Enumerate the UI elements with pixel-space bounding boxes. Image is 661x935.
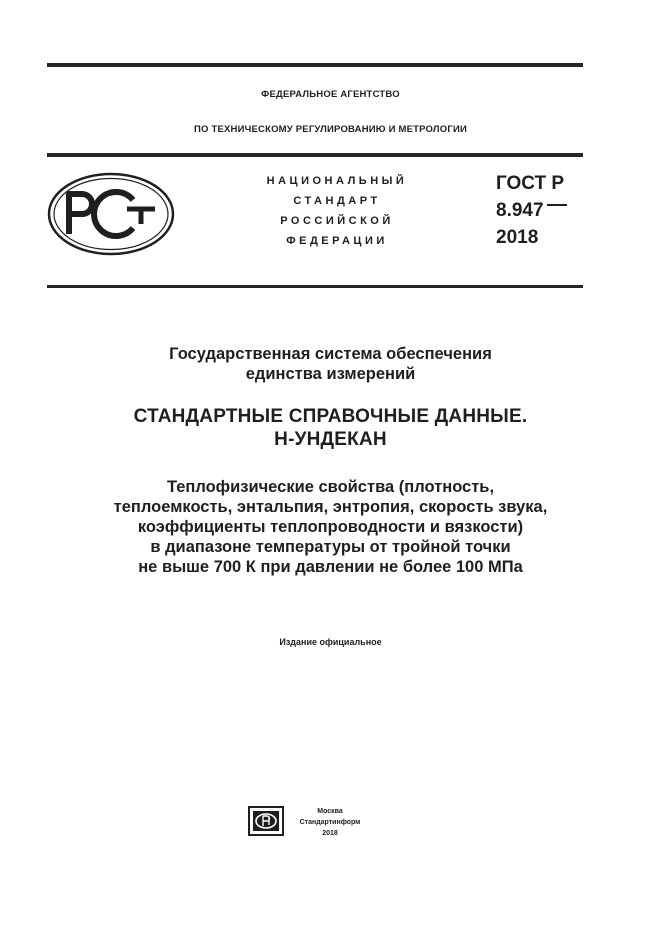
imprint	[290, 806, 370, 839]
imprint-publisher: Стандартинформ	[299, 819, 361, 826]
system-title-line: Государственная система обеспечения	[169, 345, 492, 363]
gost-number	[496, 170, 567, 251]
national-standard-line: СТАНДАРТ	[293, 195, 381, 207]
national-standard-block	[232, 171, 442, 251]
subtitle-line: теплоемкость, энтальпия, энтропия, скорость звука,	[113, 498, 548, 516]
main-title-line: Н-УНДЕКАН	[274, 429, 387, 450]
gost-dash	[547, 204, 567, 206]
block-rule	[47, 285, 583, 288]
national-standard-line: НАЦИОНАЛЬНЫЙ	[266, 175, 408, 187]
header-rule	[47, 153, 583, 157]
imprint-year: 2018	[322, 830, 338, 837]
system-title-line: единства измерений	[245, 365, 416, 383]
agency-line-2: ПО ТЕХНИЧЕСКОМУ РЕГУЛИРОВАНИЮ И МЕТРОЛОГИИ	[194, 124, 467, 135]
edition-label: Издание официальное	[279, 637, 382, 647]
main-title-line: СТАНДАРТНЫЕ СПРАВОЧНЫЕ ДАННЫЕ.	[133, 406, 528, 427]
imprint-city: Москва	[317, 808, 343, 815]
agency-line-1: ФЕДЕРАЛЬНОЕ АГЕНТСТВО	[261, 89, 400, 100]
national-standard-line: РОССИЙСКОЙ	[280, 215, 394, 227]
subtitle-line: Теплофизические свойства (плотность,	[166, 478, 495, 496]
system-title	[0, 344, 661, 384]
standartinform-logo-icon	[248, 806, 284, 836]
gost-year: 2018	[496, 227, 539, 248]
gost-code: 8.947	[496, 200, 544, 221]
subtitle-line: коэффициенты теплопроводности и вязкости)	[137, 518, 524, 536]
rst-logo-icon	[47, 172, 175, 256]
subtitle	[0, 477, 661, 577]
top-rule	[47, 63, 583, 67]
main-title	[0, 405, 661, 451]
subtitle-line: не выше 700 К при давлении не более 100 МПа	[138, 558, 523, 576]
subtitle-line: в диапазоне температуры от тройной точки	[150, 538, 511, 556]
gost-prefix: ГОСТ Р	[496, 173, 565, 194]
national-standard-line: ФЕДЕРАЦИИ	[286, 235, 388, 247]
